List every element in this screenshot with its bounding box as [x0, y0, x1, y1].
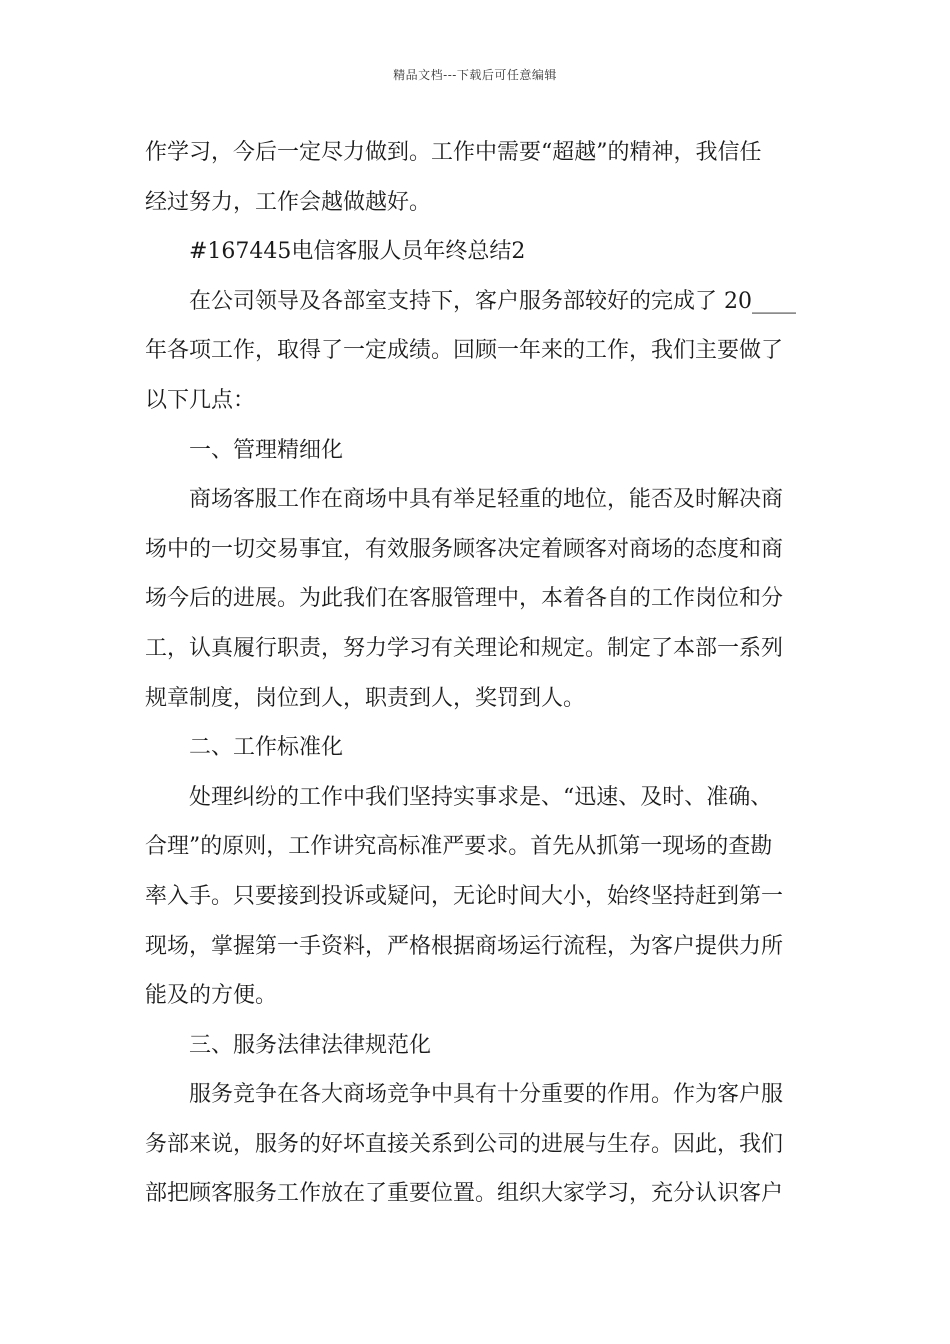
text-line: 商场客服工作在商场中具有举足轻重的地位，能否及时解决商 [189, 487, 784, 513]
document-body [145, 128, 809, 1219]
text-line: 能及的方便。 [145, 983, 278, 1009]
text-line: 规章制度，岗位到人，职责到人，奖罚到人。 [145, 685, 586, 711]
text-line: 场今后的进展。为此我们在客服管理中，本着各自的工作岗位和分 [145, 586, 784, 612]
text-line: 场中的一切交易事宜，有效服务顾客决定着顾客对商场的态度和商 [145, 536, 784, 562]
text-line: 以下几点： [145, 387, 256, 413]
text-line: 年各项工作，取得了一定成绩。回顾一年来的工作，我们主要做了 [145, 338, 784, 364]
text-line: 处理纠纷的工作中我们坚持实事求是、“迅速、及时、准确、 [189, 784, 773, 810]
text-line: 合理”的原则，工作讲究高标准严要求。首先从抓第一现场的查勘 [145, 834, 773, 860]
text-line: 作学习，今后一定尽力做到。工作中需要“超越”的精神，我信任 [145, 140, 762, 165]
text-line: 在公司领导及各部室支持下，客户服务部较好的完成了 20____ [189, 288, 796, 314]
text-line: 二、工作标准化 [189, 735, 344, 761]
text-line: #167445电信客服人员年终总结2 [189, 239, 526, 265]
text-line: 务部来说，服务的好坏直接关系到公司的进展与生存。因此，我们 [145, 1131, 784, 1157]
text-line: 工，认真履行职责，努力学习有关理论和规定。制定了本部一系列 [145, 635, 784, 661]
text-line: 部把顾客服务工作放在了重要位置。组织大家学习，充分认识客户 [145, 1181, 784, 1207]
page-header: 精品文档---下载后可任意编辑 [393, 68, 557, 82]
text-line: 三、服务法律法律规范化 [189, 1032, 432, 1058]
text-line: 率入手。只要接到投诉或疑问，无论时间大小，始终坚持赶到第一 [145, 883, 784, 909]
text-line: 服务竞争在各大商场竞争中具有十分重要的作用。作为客户服 [189, 1082, 784, 1108]
text-line: 现场，掌握第一手资料，严格根据商场运行流程，为客户提供力所 [145, 933, 784, 959]
text-line: 经过努力，工作会越做越好。 [145, 189, 432, 215]
text-line: 一、管理精细化 [189, 437, 344, 463]
